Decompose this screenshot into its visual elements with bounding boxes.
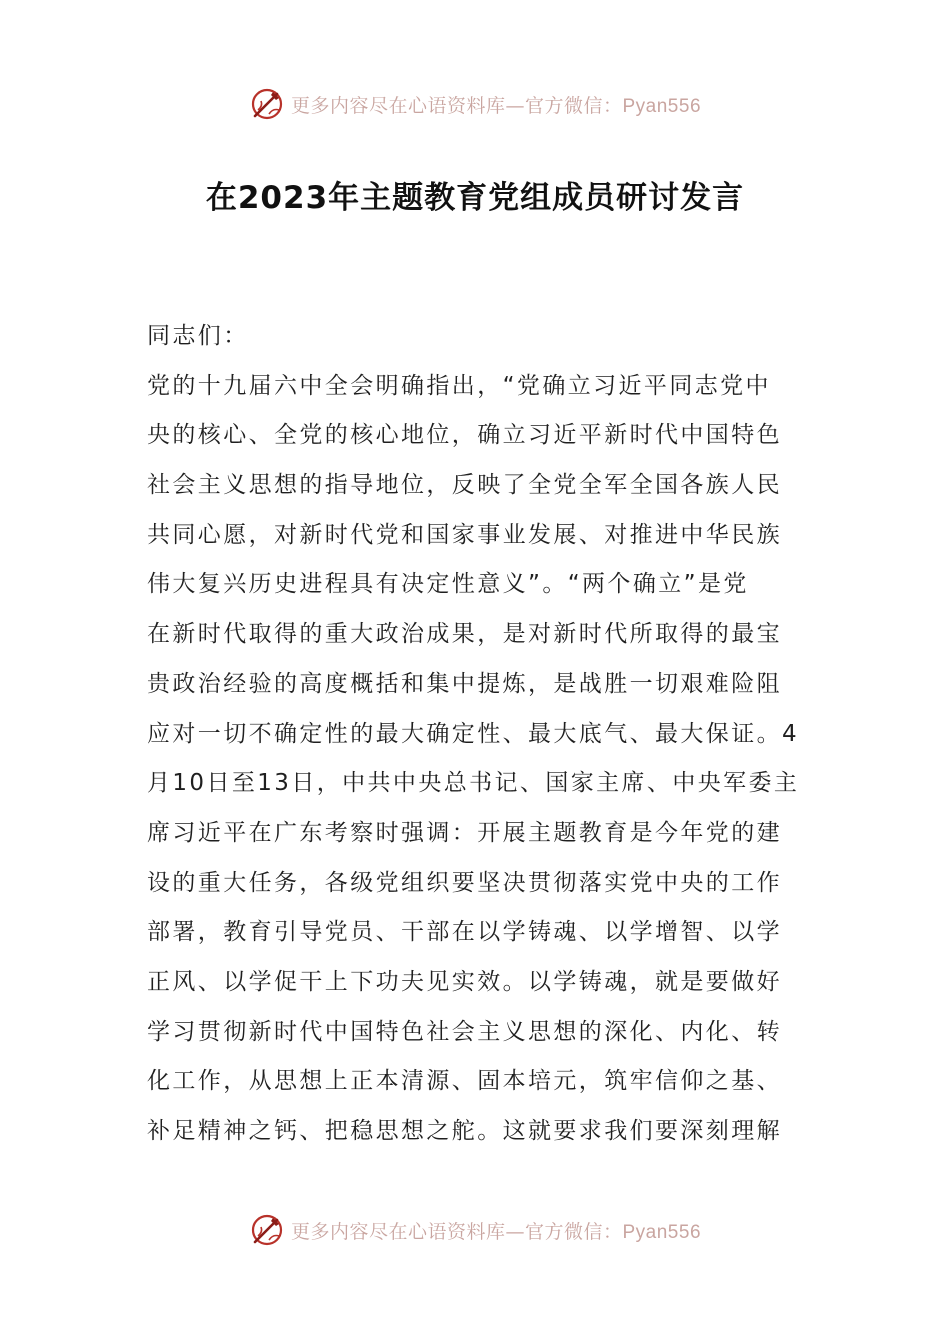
- watermark-handle: Pyan556: [622, 95, 702, 117]
- body-line: 在新时代取得的重大政治成果，是对新时代所取得的最宝: [147, 621, 782, 648]
- body-line: 月10日至13日，中共中央总书记、国家主席、中央军委主: [147, 770, 800, 797]
- body-line: 席习近平在广东考察时强调：开展主题教育是今年党的建: [147, 819, 782, 846]
- body-line: 社会主义思想的指导地位，反映了全党全军全国各族人民: [147, 472, 782, 499]
- body-line: 同志们：: [147, 323, 249, 349]
- document-title: 在2023年主题教育党组成员研讨发言: [205, 180, 745, 216]
- body-line: 伟大复兴历史进程具有决定性意义”。“两个确立”是党: [147, 571, 749, 598]
- document-body: [147, 312, 807, 1157]
- body-line: 应对一切不确定性的最大确定性、最大底气、最大保证。4: [147, 720, 800, 747]
- body-line: 化工作，从思想上正本清源、固本培元，筑牢信仰之基、: [147, 1068, 782, 1095]
- header-watermark: [0, 84, 950, 124]
- body-line: 补足精神之钙、把稳思想之舵。这就要求我们要深刻理解: [147, 1118, 782, 1144]
- watermark-text: 更多内容尽在心语资料库—官方微信：Pyan556: [290, 94, 702, 117]
- body-line: 设的重大任务，各级党组织要坚决贯彻落实党中央的工作: [147, 869, 782, 896]
- body-line: 央的核心、全党的核心地位，确立习近平新时代中国特色: [147, 422, 782, 449]
- pen-logo-icon: [249, 86, 285, 122]
- body-line: 共同心愿，对新时代党和国家事业发展、对推进中华民族: [147, 521, 782, 548]
- body-line: 贵政治经验的高度概括和集中提炼，是战胜一切艰难险阻: [147, 670, 782, 697]
- body-line: 学习贯彻新时代中国特色社会主义思想的深化、内化、转: [147, 1018, 782, 1045]
- body-line: 党的十九届六中全会明确指出，“党确立习近平同志党中: [147, 372, 771, 399]
- pen-logo-icon: [249, 1212, 285, 1248]
- body-line: 正风、以学促干上下功夫见实效。以学铸魂，就是要做好: [147, 968, 782, 995]
- watermark-text: 更多内容尽在心语资料库—官方微信：Pyan556: [290, 1220, 702, 1243]
- footer-watermark: [0, 1210, 950, 1250]
- watermark-handle: Pyan556: [622, 1221, 702, 1243]
- body-line: 部署，教育引导党员、干部在以学铸魂、以学增智、以学: [147, 919, 782, 946]
